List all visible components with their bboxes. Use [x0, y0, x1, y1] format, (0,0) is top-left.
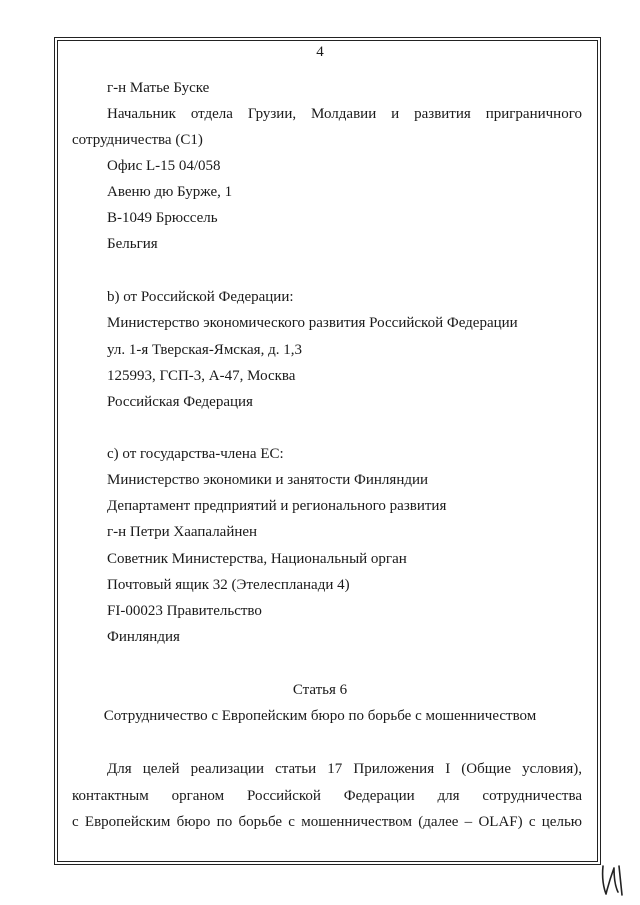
- contact-office-a: Офис L-15 04/058: [107, 158, 221, 174]
- contact-position-a-line2: сотрудничества (C1): [72, 132, 203, 148]
- city-b: 125993, ГСП-3, А-47, Москва: [107, 368, 296, 384]
- po-box-c: Почтовый ящик 32 (Этелеспланади 4): [107, 577, 350, 593]
- contact-street-a: Авеню дю Бурже, 1: [107, 184, 233, 200]
- handwritten-initials-icon: [600, 862, 630, 898]
- contact-position-c: Советник Министерства, Национальный орган: [107, 551, 407, 567]
- contact-name-c: г-н Петри Хаапалайнен: [107, 524, 258, 540]
- department-c: Департамент предприятий и регионального развития: [107, 498, 447, 514]
- street-b: ул. 1-я Тверская-Ямская, д. 1,3: [107, 342, 302, 358]
- contact-name-a: г-н Матье Буске: [107, 80, 210, 96]
- article-subtitle: Сотрудничество с Европейским бюро по борьбе с мошенничеством: [103, 708, 537, 724]
- city-c: FI-00023 Правительство: [107, 603, 262, 619]
- page-number: 4: [316, 44, 324, 60]
- country-b: Российская Федерация: [107, 394, 253, 410]
- article-title: Статья 6: [292, 682, 348, 698]
- contact-position-a-line1: Начальник отдела Грузии, Молдавии и развития приграничного: [107, 106, 582, 122]
- article-paragraph-line2: контактным органом Российской Федерации для сотрудничества: [72, 788, 582, 804]
- ministry-c: Министерство экономики и занятости Финляндии: [107, 472, 429, 488]
- section-b-heading: b) от Российской Федерации:: [107, 289, 294, 305]
- ministry-b: Министерство экономического развития Российской Федерации: [107, 315, 518, 331]
- article-paragraph-line1: Для целей реализации статьи 17 Приложения I (Общие условия),: [107, 761, 582, 777]
- section-c-heading: c) от государства-члена ЕС:: [107, 446, 284, 462]
- article-paragraph-line3: с Европейским бюро по борьбе с мошенничеством (далее – OLAF) с целью: [72, 814, 582, 830]
- contact-country-a: Бельгия: [107, 236, 158, 252]
- country-c: Финляндия: [107, 629, 180, 645]
- contact-city-a: B-1049 Брюссель: [107, 210, 218, 226]
